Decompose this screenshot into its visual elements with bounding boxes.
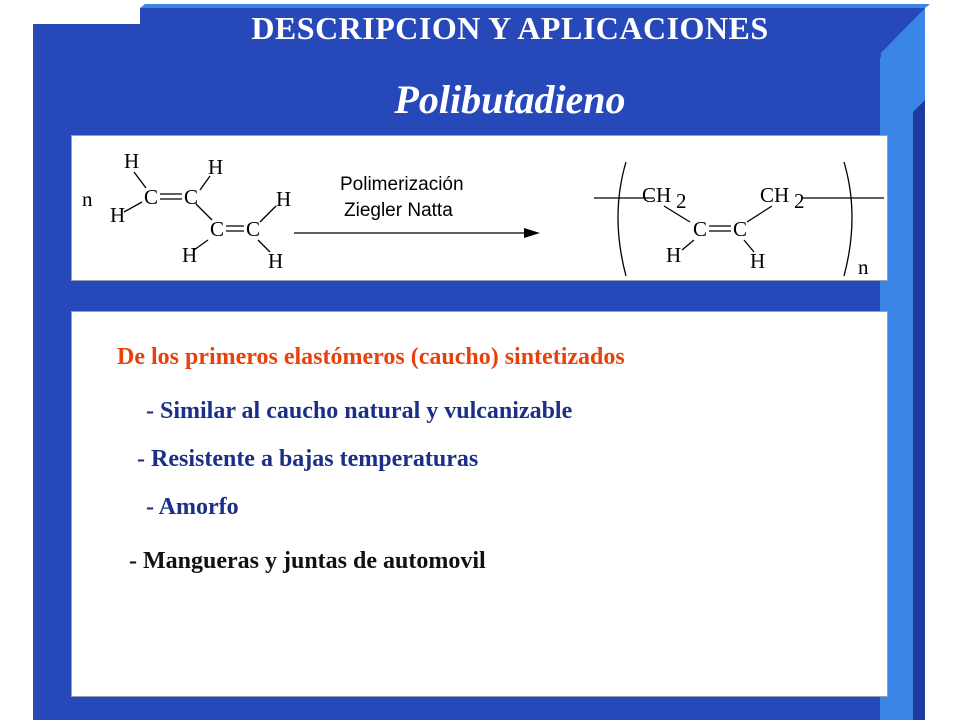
atom-h: H xyxy=(276,187,292,211)
atom-c: C xyxy=(210,217,225,241)
atom-h: H xyxy=(666,243,682,267)
lower-panel-side xyxy=(888,112,913,720)
atom-c: C xyxy=(246,217,261,241)
atom-c: C xyxy=(184,185,199,209)
arrow-label-polimerizacion: Polimerización xyxy=(340,174,464,195)
bullet-item: - Resistente a bajas temperaturas xyxy=(137,446,479,472)
atom-c: C xyxy=(733,217,748,241)
atom-h: H xyxy=(750,249,766,273)
bullet-item: - Amorfo xyxy=(146,494,239,520)
atom-c: C xyxy=(693,217,708,241)
atom-h: H xyxy=(110,203,126,227)
atom-h: H xyxy=(124,149,140,173)
intro-text: De los primeros elastómeros (caucho) sintetizados xyxy=(117,344,625,370)
atom-h: H xyxy=(182,243,198,267)
slide-title: Polibutadieno xyxy=(394,77,626,122)
description-box xyxy=(71,311,888,697)
left-bracket xyxy=(618,162,626,276)
atom-c: C xyxy=(144,185,159,209)
ch2-group: CH xyxy=(642,183,672,207)
right-bracket xyxy=(844,162,852,276)
arrow-label-ziegler-natta: Ziegler Natta xyxy=(344,200,453,221)
header-title: DESCRIPCION Y APLICACIONES xyxy=(251,10,769,46)
bullet-item: - Similar al caucho natural y vulcanizable xyxy=(146,398,573,424)
atom-h: H xyxy=(268,249,284,273)
bullet-item: - Mangueras y juntas de automovil xyxy=(129,548,486,574)
subscript-2: 2 xyxy=(676,189,687,213)
ch2-group: CH xyxy=(760,183,790,207)
subscript-2: 2 xyxy=(794,189,805,213)
repeat-subscript: n xyxy=(858,255,869,279)
monomer-coefficient: n xyxy=(82,187,93,211)
reaction-svg xyxy=(72,136,889,282)
lower-panel-edge xyxy=(913,100,925,720)
main-panel-left-top xyxy=(33,24,141,54)
reaction-diagram xyxy=(71,135,888,281)
atom-h: H xyxy=(208,155,224,179)
reaction-arrowhead xyxy=(524,228,540,238)
